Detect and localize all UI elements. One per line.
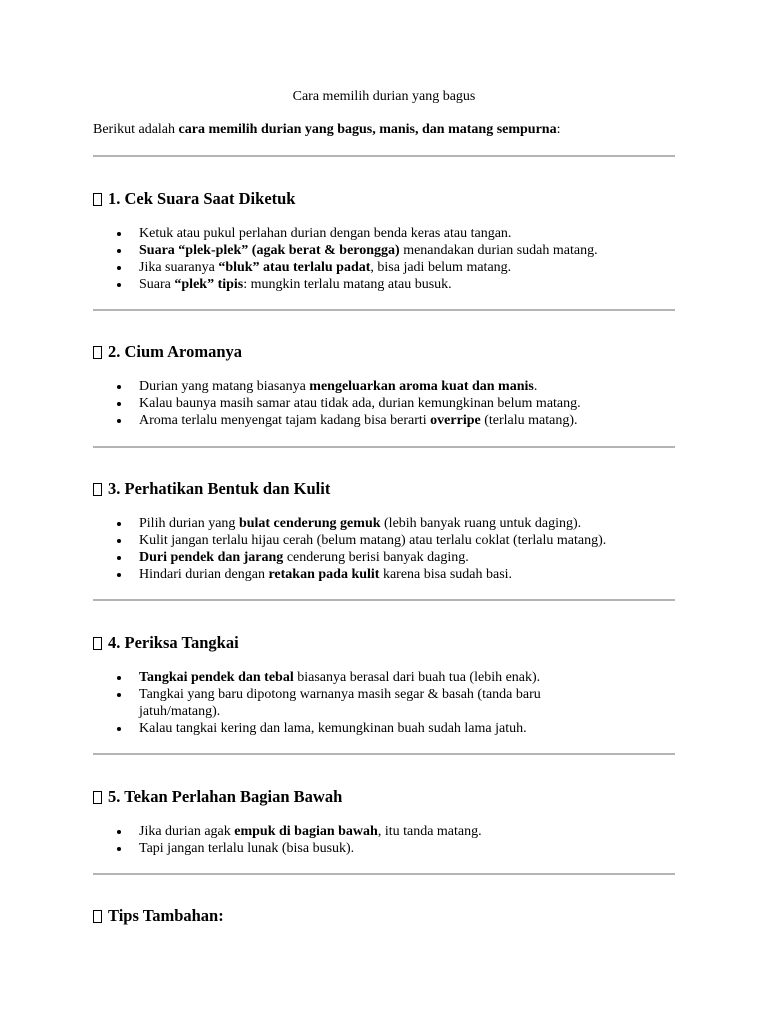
section-heading-1 [93,188,296,210]
item-text: menandakan durian sudah matang. [399,243,598,258]
missing-glyph-icon [93,483,102,496]
item-text: Tangkai yang baru dipotong warnanya masih segar & basah (tanda baru [139,687,541,702]
intro-prefix: Berikut adalah [93,122,179,137]
item-text: . [533,379,538,394]
item-text: (lebih banyak ruang untuk daging). [380,516,582,531]
item-text-continued: jatuh/matang). [139,704,221,719]
divider [93,446,675,448]
item-bold: bulat cenderung gemuk [238,516,381,531]
list-item [93,532,675,549]
item-bold: “bluk” atau terlalu padat [218,260,371,275]
section-list-5 [93,823,675,857]
item-bold: overripe [430,413,481,428]
item-text: Tapi jangan terlalu lunak (bisa busuk). [139,841,355,856]
list-item [93,276,675,293]
list-item [93,242,675,259]
list-item [93,225,675,242]
item-text: Pilih durian yang [139,516,239,531]
section-heading-3 [93,478,330,500]
intro-bold: cara memilih durian yang bagus, manis, dan matang sempurna [178,122,557,137]
missing-glyph-icon [93,346,102,359]
item-bold: Duri pendek dan jarang [139,550,284,565]
list-item [93,669,675,686]
item-bold: “plek” tipis [174,277,244,292]
list-item [93,840,675,857]
item-text: Hindari durian dengan [139,567,269,582]
divider [93,599,675,601]
section-heading-text: 4. Periksa Tangkai [108,633,239,652]
intro-suffix: : [556,122,561,137]
intro-paragraph [93,121,683,139]
item-text: (terlalu matang). [480,413,578,428]
item-bold: Tangkai pendek dan tebal [139,670,294,685]
item-text: Ketuk atau pukul perlahan durian dengan benda keras atau tangan. [139,226,512,241]
item-text: karena bisa sudah basi. [379,567,513,582]
section-heading-5 [93,786,342,808]
list-item [93,549,675,566]
item-text: : mungkin terlalu matang atau busuk. [243,277,452,292]
list-item [93,686,675,720]
item-bold: mengeluarkan aroma kuat dan manis [309,379,534,394]
item-text: Aroma terlalu menyengat tajam kadang bisa berarti [139,413,431,428]
item-bold: retakan pada kulit [268,567,380,582]
item-bold: Suara “plek-plek” (agak berat & berongga) [139,243,400,258]
list-item [93,412,675,429]
section-heading-tips [93,905,224,927]
section-list-2 [93,378,675,429]
section-heading-text: Tips Tambahan: [108,906,224,925]
list-item [93,378,675,395]
missing-glyph-icon [93,791,102,804]
item-text: Jika suaranya [139,260,219,275]
section-heading-text: 1. Cek Suara Saat Diketuk [108,189,296,208]
divider [93,309,675,311]
section-heading-text: 3. Perhatikan Bentuk dan Kulit [108,479,331,498]
list-item [93,395,675,412]
list-item [93,515,675,532]
list-item [93,259,675,276]
item-bold: empuk di bagian bawah [234,824,378,839]
section-list-1 [93,225,675,293]
item-text: Jika durian agak [139,824,235,839]
item-text: , itu tanda matang. [377,824,482,839]
divider [93,753,675,755]
divider [93,873,675,875]
missing-glyph-icon [93,910,102,923]
section-heading-text: 2. Cium Aromanya [108,342,242,361]
list-item [93,566,675,583]
section-list-4 [93,669,675,737]
item-text: Kalau baunya masih samar atau tidak ada, durian kemungkinan belum matang. [139,396,581,411]
divider [93,155,675,157]
list-item [93,823,675,840]
item-text: Suara [139,277,175,292]
section-heading-2 [93,341,242,363]
list-item [93,720,675,737]
item-text: Kalau tangkai kering dan lama, kemungkinan buah sudah lama jatuh. [139,721,527,736]
item-text: , bisa jadi belum matang. [370,260,512,275]
document-title: Cara memilih durian yang bagus [292,89,476,104]
item-text: biasanya berasal dari buah tua (lebih enak). [293,670,541,685]
item-text: Durian yang matang biasanya [139,379,310,394]
missing-glyph-icon [93,193,102,206]
section-heading-text: 5. Tekan Perlahan Bagian Bawah [108,787,343,806]
item-text: Kulit jangan terlalu hijau cerah (belum matang) atau terlalu coklat (terlalu matang). [139,533,607,548]
section-heading-4 [93,632,239,654]
missing-glyph-icon [93,637,102,650]
section-list-3 [93,515,675,583]
item-text: cenderung berisi banyak daging. [283,550,469,565]
